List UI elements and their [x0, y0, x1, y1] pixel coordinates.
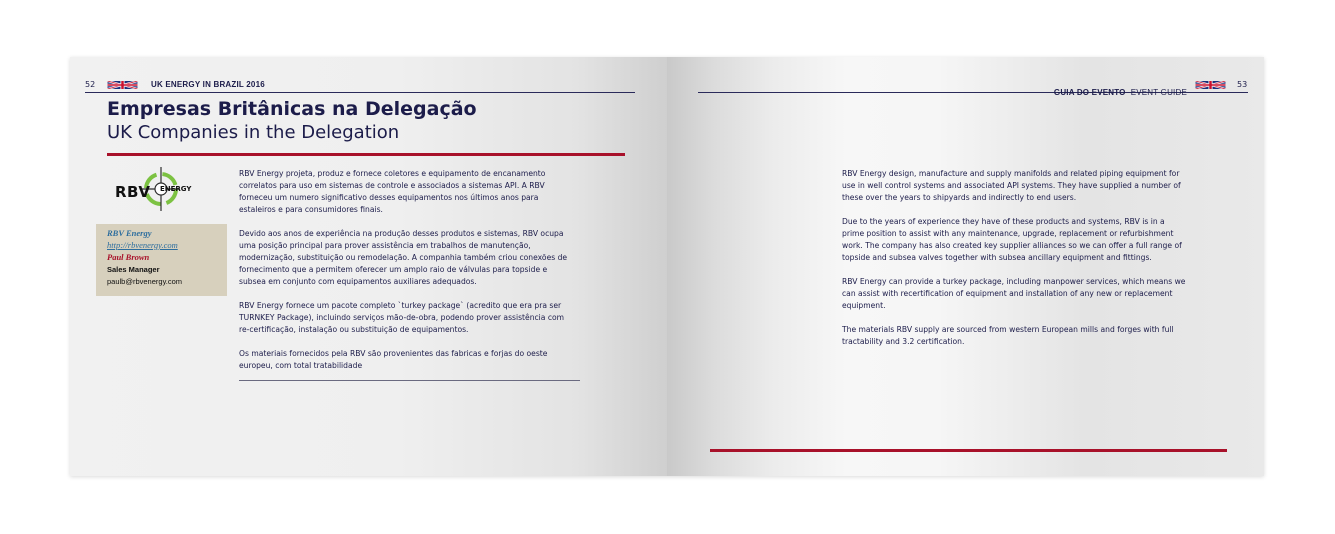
- body-end-rule: [239, 380, 580, 381]
- company-logo: [114, 165, 210, 213]
- body-text-english: [842, 168, 1187, 360]
- uk-flag-icon: [107, 81, 138, 89]
- logo-text: RBV: [115, 183, 151, 201]
- right-header-bold: GUIA DO EVENTO: [1053, 88, 1126, 97]
- title-rule-red: [107, 153, 625, 156]
- footer-rule-red: [710, 449, 1227, 452]
- paragraph-en-4: The materials RBV supply are sourced from western European mills and forges with full tractability and 3.2 certification.: [842, 325, 1174, 346]
- right-header-light: EVENT GUIDE: [1130, 88, 1187, 97]
- right-page: [667, 57, 1264, 476]
- page-number-left: 52: [85, 80, 96, 89]
- left-page: [70, 57, 667, 476]
- contact-company: RBV Energy: [107, 228, 152, 238]
- uk-flag-icon: [1195, 81, 1226, 89]
- contact-role: Sales Manager: [107, 265, 160, 274]
- paragraph-en-2: Due to the years of experience they have of these products and systems, RBV is in a prime position to assist with any maintenance, upgrade, replacement or refurbishment work. The company has also created key supplier alliances so we can offer a full range of topside and subsea valves together with subsea ancillary equipment and fittings.: [842, 217, 1182, 262]
- right-header: [1007, 80, 1187, 99]
- contact-box: [96, 224, 227, 296]
- paragraph-pt-4: Os materiais fornecidos pela RBV são provenientes das fabricas e forjas do oeste europeu, com total tratabilidade: [239, 349, 548, 370]
- contact-website-link[interactable]: http://rbvenergy.com: [107, 240, 178, 250]
- title-english: UK Companies in the Delegation: [107, 122, 400, 143]
- brochure-spread: [70, 57, 1264, 476]
- contact-email[interactable]: paulb@rbvenergy.com: [107, 277, 183, 286]
- body-text-portuguese: [239, 168, 574, 384]
- logo-subtext: ENERGY: [160, 185, 192, 193]
- header-rule-left: [85, 92, 635, 93]
- title-portuguese: Empresas Britânicas na Delegação: [107, 98, 477, 120]
- left-header-title: UK ENERGY IN BRAZIL 2016: [151, 80, 265, 89]
- contact-name: Paul Brown: [107, 252, 150, 262]
- paragraph-pt-3: RBV Energy fornece um pacote completo `turkey package` (acredito que era pra ser TURNKEY Package), incluindo serviços mão-de-obra, podendo prover assistência com re-certificação, instalação ou substituição de equipamentos.: [239, 301, 565, 334]
- paragraph-pt-1: RBV Energy projeta, produz e fornece coletores e equipamento de encanamento correlatos para uso em sistemas de controle e associados a sistemas API. A RBV forneceu um numero significativo desses equipamentos nos últimos anos para estaleiros e para consumidores finais.: [239, 169, 546, 214]
- page-number-right: 53: [1237, 80, 1248, 89]
- paragraph-en-1: RBV Energy design, manufacture and supply manifolds and related piping equipment for use in well control systems and associated API systems. They have supplied a number of these over the years to shipyards and indirectly to end users.: [842, 169, 1181, 202]
- paragraph-pt-2: Devido aos anos de experiência na produção desses produtos e sistemas, RBV ocupa uma posição principal para prover assistência em trabalhos de manutenção, modernização, substituição ou remodelação. A companhia também criou conexões de fornecimento que a permitem oferecer um amplo raio de válvulas para topside e subsea em conjunto com equipamentos auxiliares adequados.: [239, 229, 568, 286]
- paragraph-en-3: RBV Energy can provide a turkey package, including manpower services, which means we can assist with recertification of equipment and installation of any new or replacement equipment.: [842, 277, 1186, 310]
